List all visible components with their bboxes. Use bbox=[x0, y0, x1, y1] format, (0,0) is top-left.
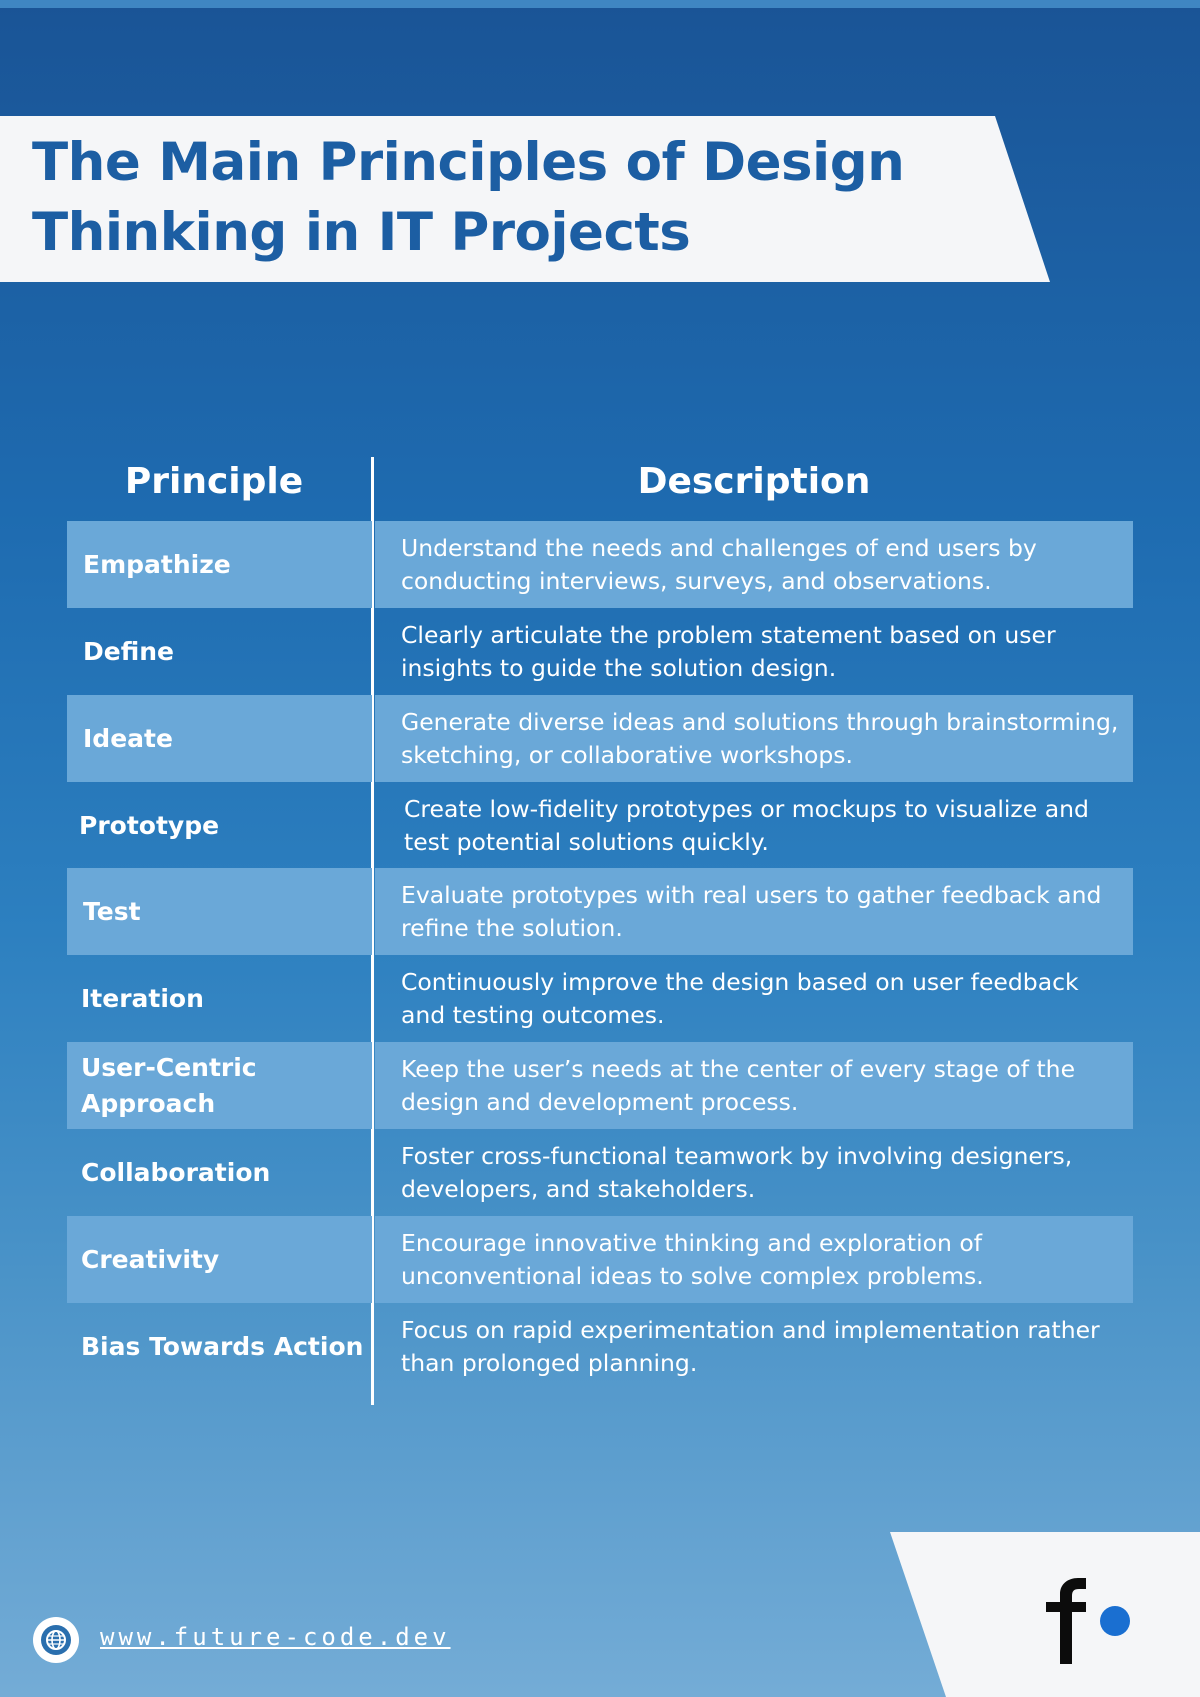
table-row bbox=[67, 782, 1133, 869]
principle-cell: Ideate bbox=[83, 723, 173, 753]
principle-cell: Define bbox=[83, 636, 174, 666]
description-cell: Create low-fidelity prototypes or mockups to visualize and test potential solutions quickly. bbox=[404, 794, 1089, 856]
table-row bbox=[67, 608, 1133, 695]
table-row bbox=[67, 1042, 1133, 1129]
description-cell: Generate diverse ideas and solutions through brainstorming, sketching, or collaborative workshops. bbox=[401, 707, 1119, 769]
logo-mark bbox=[1038, 1578, 1138, 1666]
description-cell: Focus on rapid experimentation and implementation rather than prolonged planning. bbox=[401, 1315, 1100, 1377]
column-header-principle: Principle bbox=[124, 461, 304, 502]
logo-f-glyph bbox=[1046, 1578, 1086, 1664]
table-row bbox=[67, 868, 1133, 955]
top-strip bbox=[0, 0, 1200, 8]
table-row bbox=[67, 1129, 1133, 1216]
globe-icon bbox=[33, 1617, 79, 1663]
principle-cell: Iteration bbox=[81, 983, 204, 1013]
principle-cell: Bias Towards Action bbox=[81, 1331, 364, 1361]
table-row bbox=[67, 521, 1133, 608]
principle-cell: Collaboration bbox=[81, 1157, 271, 1187]
page-title-line-2: Thinking in IT Projects bbox=[32, 202, 691, 263]
future-code-logo[interactable] bbox=[1038, 1578, 1138, 1666]
table-row bbox=[67, 955, 1133, 1042]
table-row bbox=[67, 1303, 1133, 1390]
page-title bbox=[32, 128, 932, 268]
description-cell: Evaluate prototypes with real users to gather feedback and refine the solution. bbox=[401, 880, 1102, 942]
description-cell: Understand the needs and challenges of end users by conducting interviews, surveys, and observations. bbox=[401, 533, 1037, 595]
description-cell: Continuously improve the design based on user feedback and testing outcomes. bbox=[401, 967, 1079, 1029]
description-cell: Encourage innovative thinking and exploration of unconventional ideas to solve complex problems. bbox=[401, 1228, 984, 1290]
page-title-line-1: The Main Principles of Design bbox=[32, 132, 905, 193]
principle-cell: Empathize bbox=[83, 549, 231, 579]
principle-cell: Creativity bbox=[81, 1244, 220, 1274]
principle-cell: User-Centric Approach bbox=[81, 1052, 257, 1118]
description-cell: Keep the user’s needs at the center of every stage of the design and development process. bbox=[401, 1054, 1076, 1116]
principle-cell: Test bbox=[83, 896, 141, 926]
website-link[interactable]: www.future-code.dev bbox=[100, 1623, 451, 1651]
table-header bbox=[67, 455, 1133, 521]
table-row bbox=[67, 695, 1133, 782]
column-header-description: Description bbox=[637, 461, 871, 502]
principle-cell: Prototype bbox=[79, 810, 220, 840]
logo-dot bbox=[1100, 1606, 1130, 1636]
table-row bbox=[67, 1216, 1133, 1303]
description-cell: Clearly articulate the problem statement based on user insights to guide the solution design. bbox=[401, 620, 1056, 682]
description-cell: Foster cross-functional teamwork by involving designers, developers, and stakeholders. bbox=[401, 1141, 1073, 1203]
